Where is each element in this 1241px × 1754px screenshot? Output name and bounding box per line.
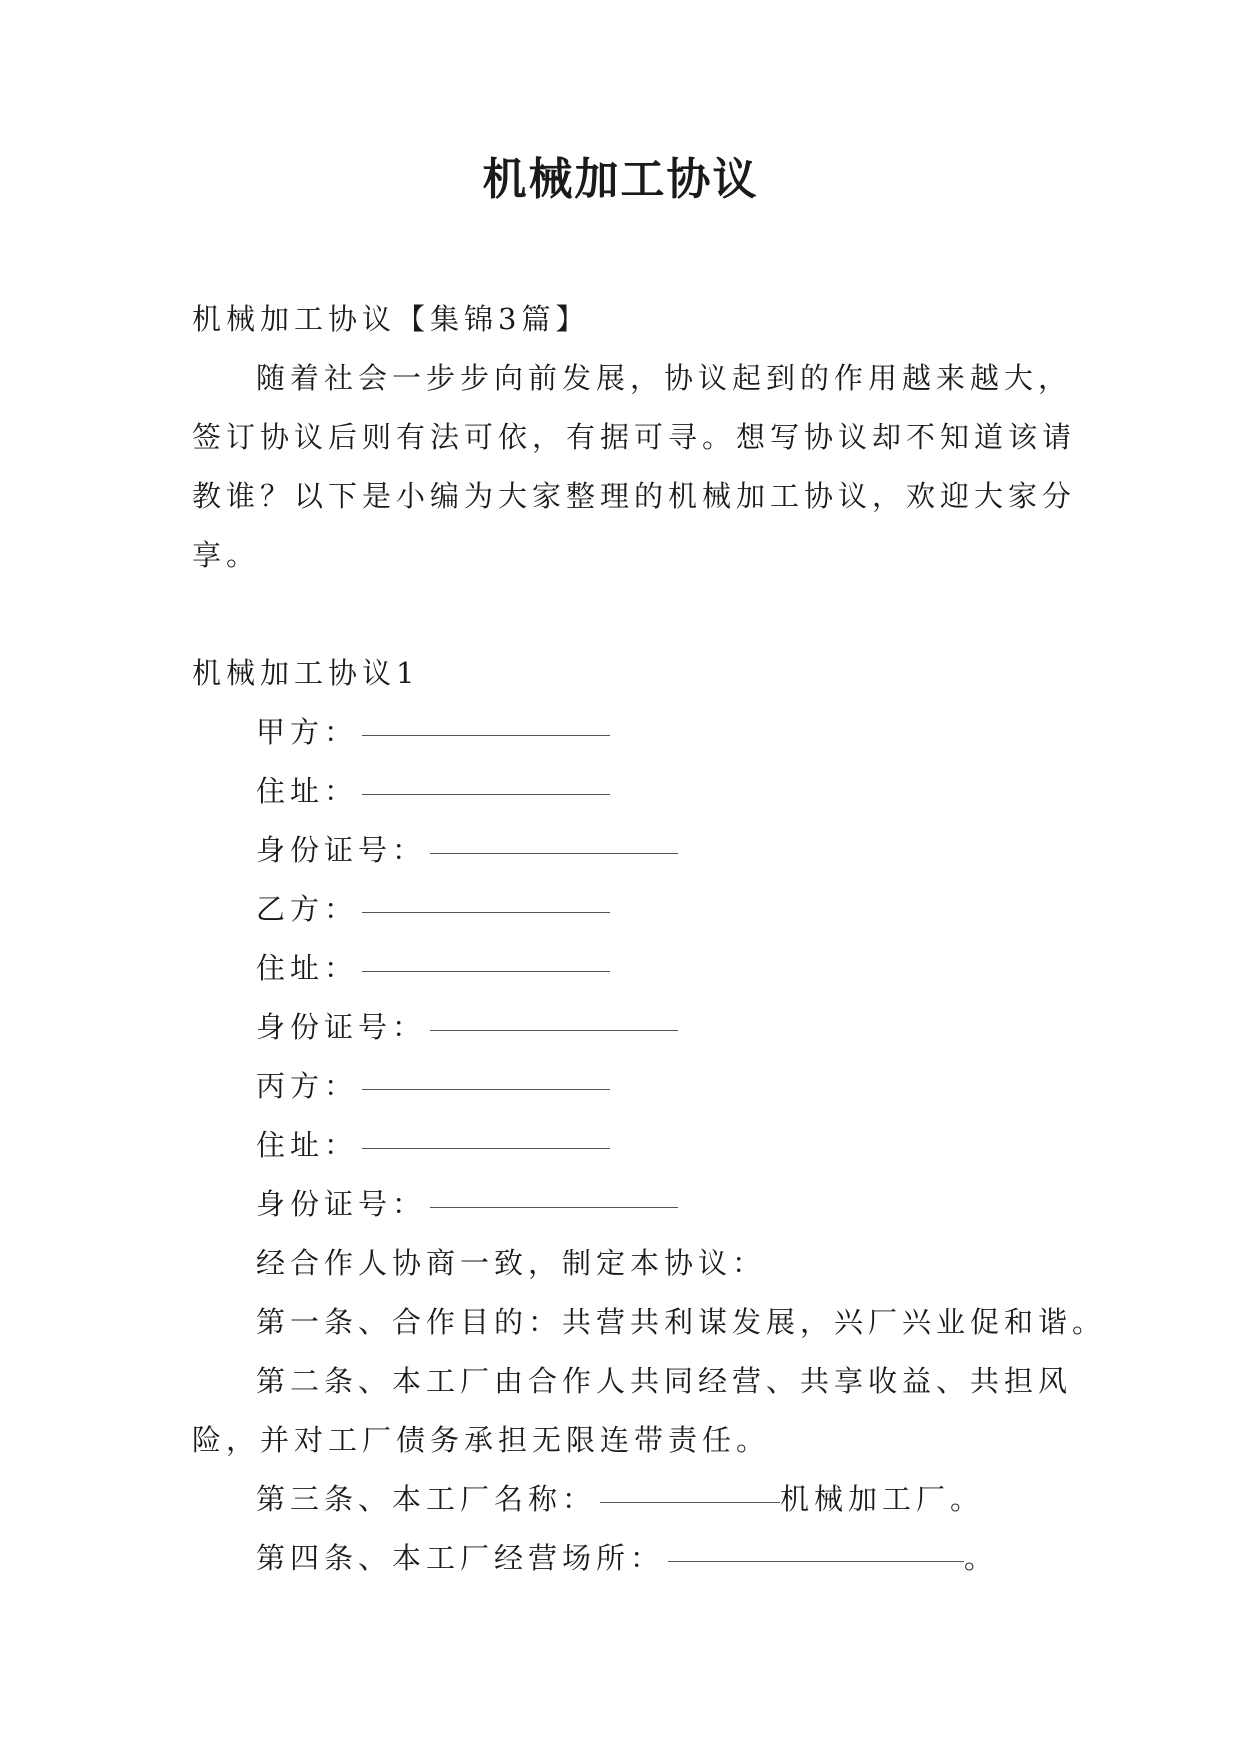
party-label: 住址： — [256, 774, 359, 808]
article-4 — [192, 1529, 1072, 1588]
article-4-prefix: 第四条、本工厂经营场所： — [256, 1541, 665, 1575]
article-3 — [192, 1470, 1072, 1529]
party-label: 住址： — [256, 951, 359, 985]
fill-blank — [600, 1501, 780, 1503]
party-row — [192, 703, 1072, 762]
section-spacer — [192, 585, 1072, 644]
party-row — [192, 1175, 1072, 1234]
party-row — [192, 880, 1072, 939]
party-label: 身份证号： — [256, 1187, 427, 1221]
party-label: 乙方： — [256, 892, 359, 926]
party-row — [192, 998, 1072, 1057]
intro-line-4: 享。 — [192, 538, 261, 572]
party-row — [192, 762, 1072, 821]
intro-line-1: 随着社会一步步向前发展，协议起到的作用越来越大， — [256, 361, 1073, 395]
party-label: 住址： — [256, 1128, 359, 1162]
party-row — [192, 1116, 1072, 1175]
fill-blank — [362, 1088, 610, 1090]
party-label: 身份证号： — [256, 1010, 427, 1044]
party-row — [192, 1057, 1072, 1116]
fill-blank — [362, 911, 610, 913]
article-3-prefix: 第三条、本工厂名称： — [256, 1482, 597, 1516]
section-heading: 机械加工协议1 — [192, 656, 420, 690]
document-body — [192, 290, 1107, 1588]
agreement-intro: 经合作人协商一致，制定本协议： — [256, 1246, 767, 1280]
party-label: 身份证号： — [256, 833, 427, 867]
party-row — [192, 821, 1072, 880]
fill-blank — [362, 793, 610, 795]
party-row — [192, 939, 1072, 998]
intro-line-3: 教谁？以下是小编为大家整理的机械加工协议，欢迎大家分 — [192, 479, 1077, 513]
fill-blank — [362, 970, 610, 972]
document-subtitle: 机械加工协议【集锦3篇】 — [192, 302, 590, 336]
article-2-line-1: 第二条、本工厂由合作人共同经营、共享收益、共担风 — [256, 1364, 1073, 1398]
party-label: 丙方： — [256, 1069, 359, 1103]
fill-blank — [668, 1560, 964, 1562]
fill-blank — [362, 1147, 610, 1149]
fill-blank — [430, 1029, 678, 1031]
article-3-suffix: 机械加工厂。 — [780, 1482, 985, 1516]
document-title: 机械加工协议 — [482, 154, 759, 205]
article-2-line-2: 险，并对工厂债务承担无限连带责任。 — [192, 1423, 771, 1457]
article-1: 第一条、合作目的：共营共利谋发展，兴厂兴业促和谐。 — [256, 1305, 1107, 1339]
article-4-suffix: 。 — [964, 1541, 999, 1575]
intro-line-2: 签订协议后则有法可依，有据可寻。想写协议却不知道该请 — [192, 420, 1077, 454]
party-label: 甲方： — [256, 715, 359, 749]
fill-blank — [430, 852, 678, 854]
fill-blank — [362, 734, 610, 736]
fill-blank — [430, 1206, 678, 1208]
